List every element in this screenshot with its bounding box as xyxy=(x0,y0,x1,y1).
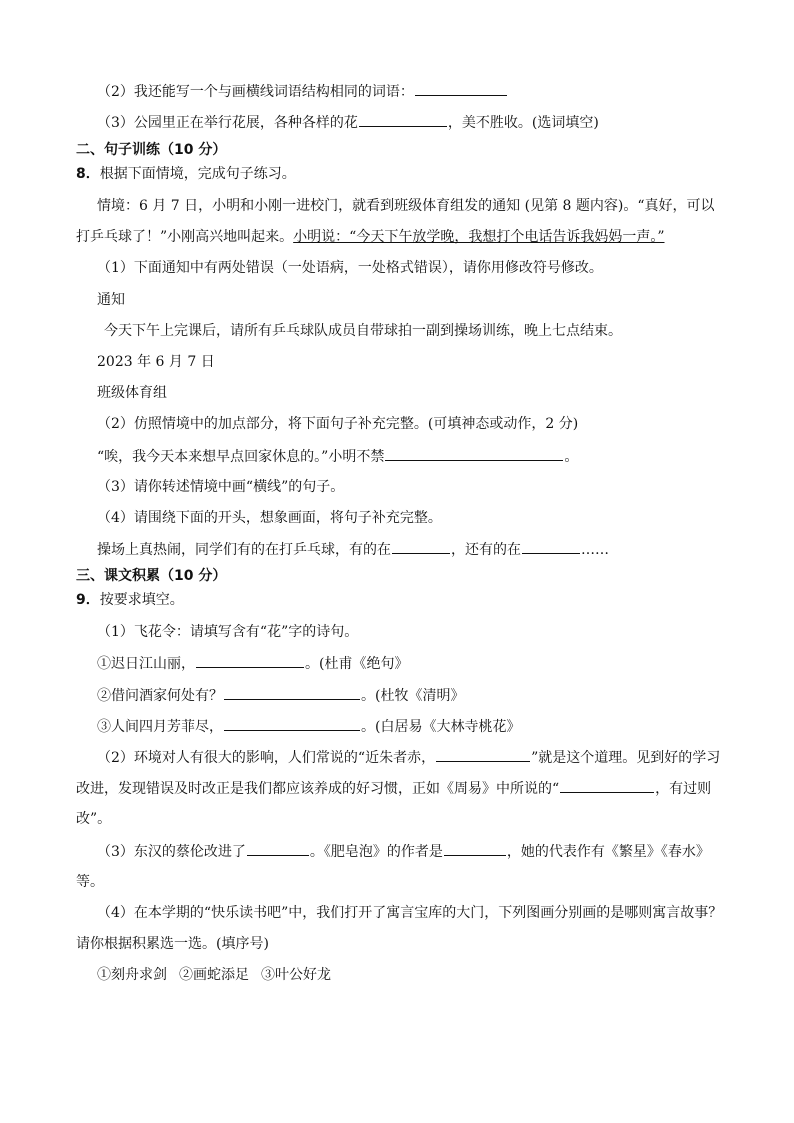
sub4-end: …… xyxy=(581,542,609,558)
notice-signature: 班级体育组 xyxy=(97,385,167,401)
q9-number: 9． xyxy=(76,592,100,608)
q9-sub4-line1: （4）在本学期的“快乐读书吧”中，我们打开了寓言宝库的大门，下列图画分别画的是哪则寓言故事？ xyxy=(97,905,723,921)
notice-date: 2023 年 6 月 7 日 xyxy=(97,354,215,370)
poem2-post: 。(杜牧《清明》 xyxy=(361,688,465,704)
q7-sub3-line xyxy=(97,112,599,133)
s2-line1-post: ”就是这个道理。见到好的学习 xyxy=(531,750,721,766)
q8-prompt xyxy=(76,164,296,184)
q8-sub1: （1）下面通知中有两处错误（一处语病，一处格式错误），请你用修改符号修改。 xyxy=(97,260,603,276)
answer-blank[interactable] xyxy=(385,446,563,461)
s2-line2-pre: 改进，发现错误及时改正是我们都应该养成的好习惯，正如《周易》中所说的“ xyxy=(76,781,560,797)
answer-blank[interactable] xyxy=(359,112,447,127)
section3-heading: 三、课文积累（10 分） xyxy=(76,568,227,584)
answer-blank[interactable] xyxy=(436,747,530,762)
scene-underlined-sentence: 小明说：“今天下午放学晚，我想打个电话告诉我妈妈一声。” xyxy=(293,229,665,245)
option-2: ②画蛇添足 xyxy=(179,967,249,983)
q8-number: 8． xyxy=(76,166,100,182)
s2-line2-post: ，有过则 xyxy=(655,781,712,797)
q8-sub2-sentence xyxy=(97,446,578,467)
q8-sub3: （3）请你转述情境中画“横线”的句子。 xyxy=(97,479,345,495)
answer-blank[interactable] xyxy=(224,716,360,731)
option-3: ③叶公好龙 xyxy=(261,967,331,983)
s3-pre: （3）东汉的蔡伦改进了 xyxy=(97,844,246,860)
sub2-sentence-text: “唉，我今天本来想早点回家休息的。”小明不禁 xyxy=(97,449,385,465)
answer-blank[interactable] xyxy=(392,539,450,554)
answer-blank[interactable] xyxy=(196,653,304,668)
answer-blank[interactable] xyxy=(522,539,580,554)
q7-sub2-line xyxy=(97,81,508,102)
poem1-pre: ①迟日江山丽， xyxy=(97,656,195,672)
notice-body: 今天下午上完课后，请所有乒乓球队成员自带球拍一副到操场训练，晚上七点结束。 xyxy=(104,323,622,339)
poem3-pre: ③人间四月芳菲尽， xyxy=(97,719,223,735)
q7-sub2-text: （2）我还能写一个与画横线词语结构相同的词语： xyxy=(97,84,414,100)
poem-line-1 xyxy=(97,653,408,674)
section2-heading: 二、句子训练（10 分） xyxy=(76,142,227,158)
q8-sub2: （2）仿照情境中的加点部分，将下面句子补充完整。(可填神态或动作，2 分) xyxy=(97,416,579,432)
answer-blank[interactable] xyxy=(560,778,654,793)
option-1: ①刻舟求剑 xyxy=(97,967,167,983)
sub4-pre: 操场上真热闹，同学们有的在打乒乓球，有的在 xyxy=(97,542,391,558)
q7-sub3-pre: （3）公园里正在举行花展，各种各样的花 xyxy=(97,115,358,131)
answer-blank[interactable] xyxy=(415,81,507,96)
notice-title: 通知 xyxy=(97,292,125,308)
s3-mid: 。《肥皂泡》的作者是 xyxy=(309,844,443,860)
poem3-post: 。(白居易《大林寺桃花》 xyxy=(361,719,521,735)
q9-sub2-line1 xyxy=(97,747,720,768)
s2-line1-pre: （2）环境对人有很大的影响，人们常说的“近朱者赤， xyxy=(97,750,436,766)
q8-sub4: （4）请围绕下面的开头，想象画面，将句子补充完整。 xyxy=(97,510,442,526)
answer-blank[interactable] xyxy=(224,685,360,700)
q8-text: 根据下面情境，完成句子练习。 xyxy=(99,166,296,182)
s3-post: ，她的代表作有《繁星》《春水》 xyxy=(506,844,710,860)
poem1-post: 。(杜甫《绝句》 xyxy=(305,656,409,672)
q9-sub4-line2: 请你根据积累选一选。(填序号) xyxy=(76,936,269,952)
poem-line-2 xyxy=(97,685,464,706)
q9-sub3-line2: 等。 xyxy=(76,874,104,890)
fable-options xyxy=(97,965,331,985)
q9-prompt xyxy=(76,590,184,610)
q9-sub2-line2 xyxy=(76,778,711,799)
q7-sub3-post: ，美不胜收。(选词填空) xyxy=(447,115,599,131)
poem-line-3 xyxy=(97,716,520,737)
answer-blank[interactable] xyxy=(247,841,309,856)
sub2-sentence-end: 。 xyxy=(564,449,579,465)
sub4-mid: ，还有的在 xyxy=(451,542,521,558)
q9-sub2-line3: 改”。 xyxy=(76,811,112,827)
scene-line-1: 情境：6 月 7 日，小明和小刚一进校门，就看到班级体育组发的通知 (见第 8 题内容)。“真好，可以 xyxy=(97,198,715,214)
q9-sub1-intro: （1）飞花令：请填写含有“花”字的诗句。 xyxy=(97,624,359,640)
q9-sub3-line1 xyxy=(97,841,710,862)
q9-text: 按要求填空。 xyxy=(99,592,184,608)
q8-sub4-sentence xyxy=(97,539,609,560)
scene-line-2-pre: 打乒乓球了！”小刚高兴地叫起来。 xyxy=(76,229,294,245)
poem2-pre: ②借问酒家何处有？ xyxy=(97,688,223,704)
answer-blank[interactable] xyxy=(444,841,506,856)
scene-line-2 xyxy=(76,227,665,247)
